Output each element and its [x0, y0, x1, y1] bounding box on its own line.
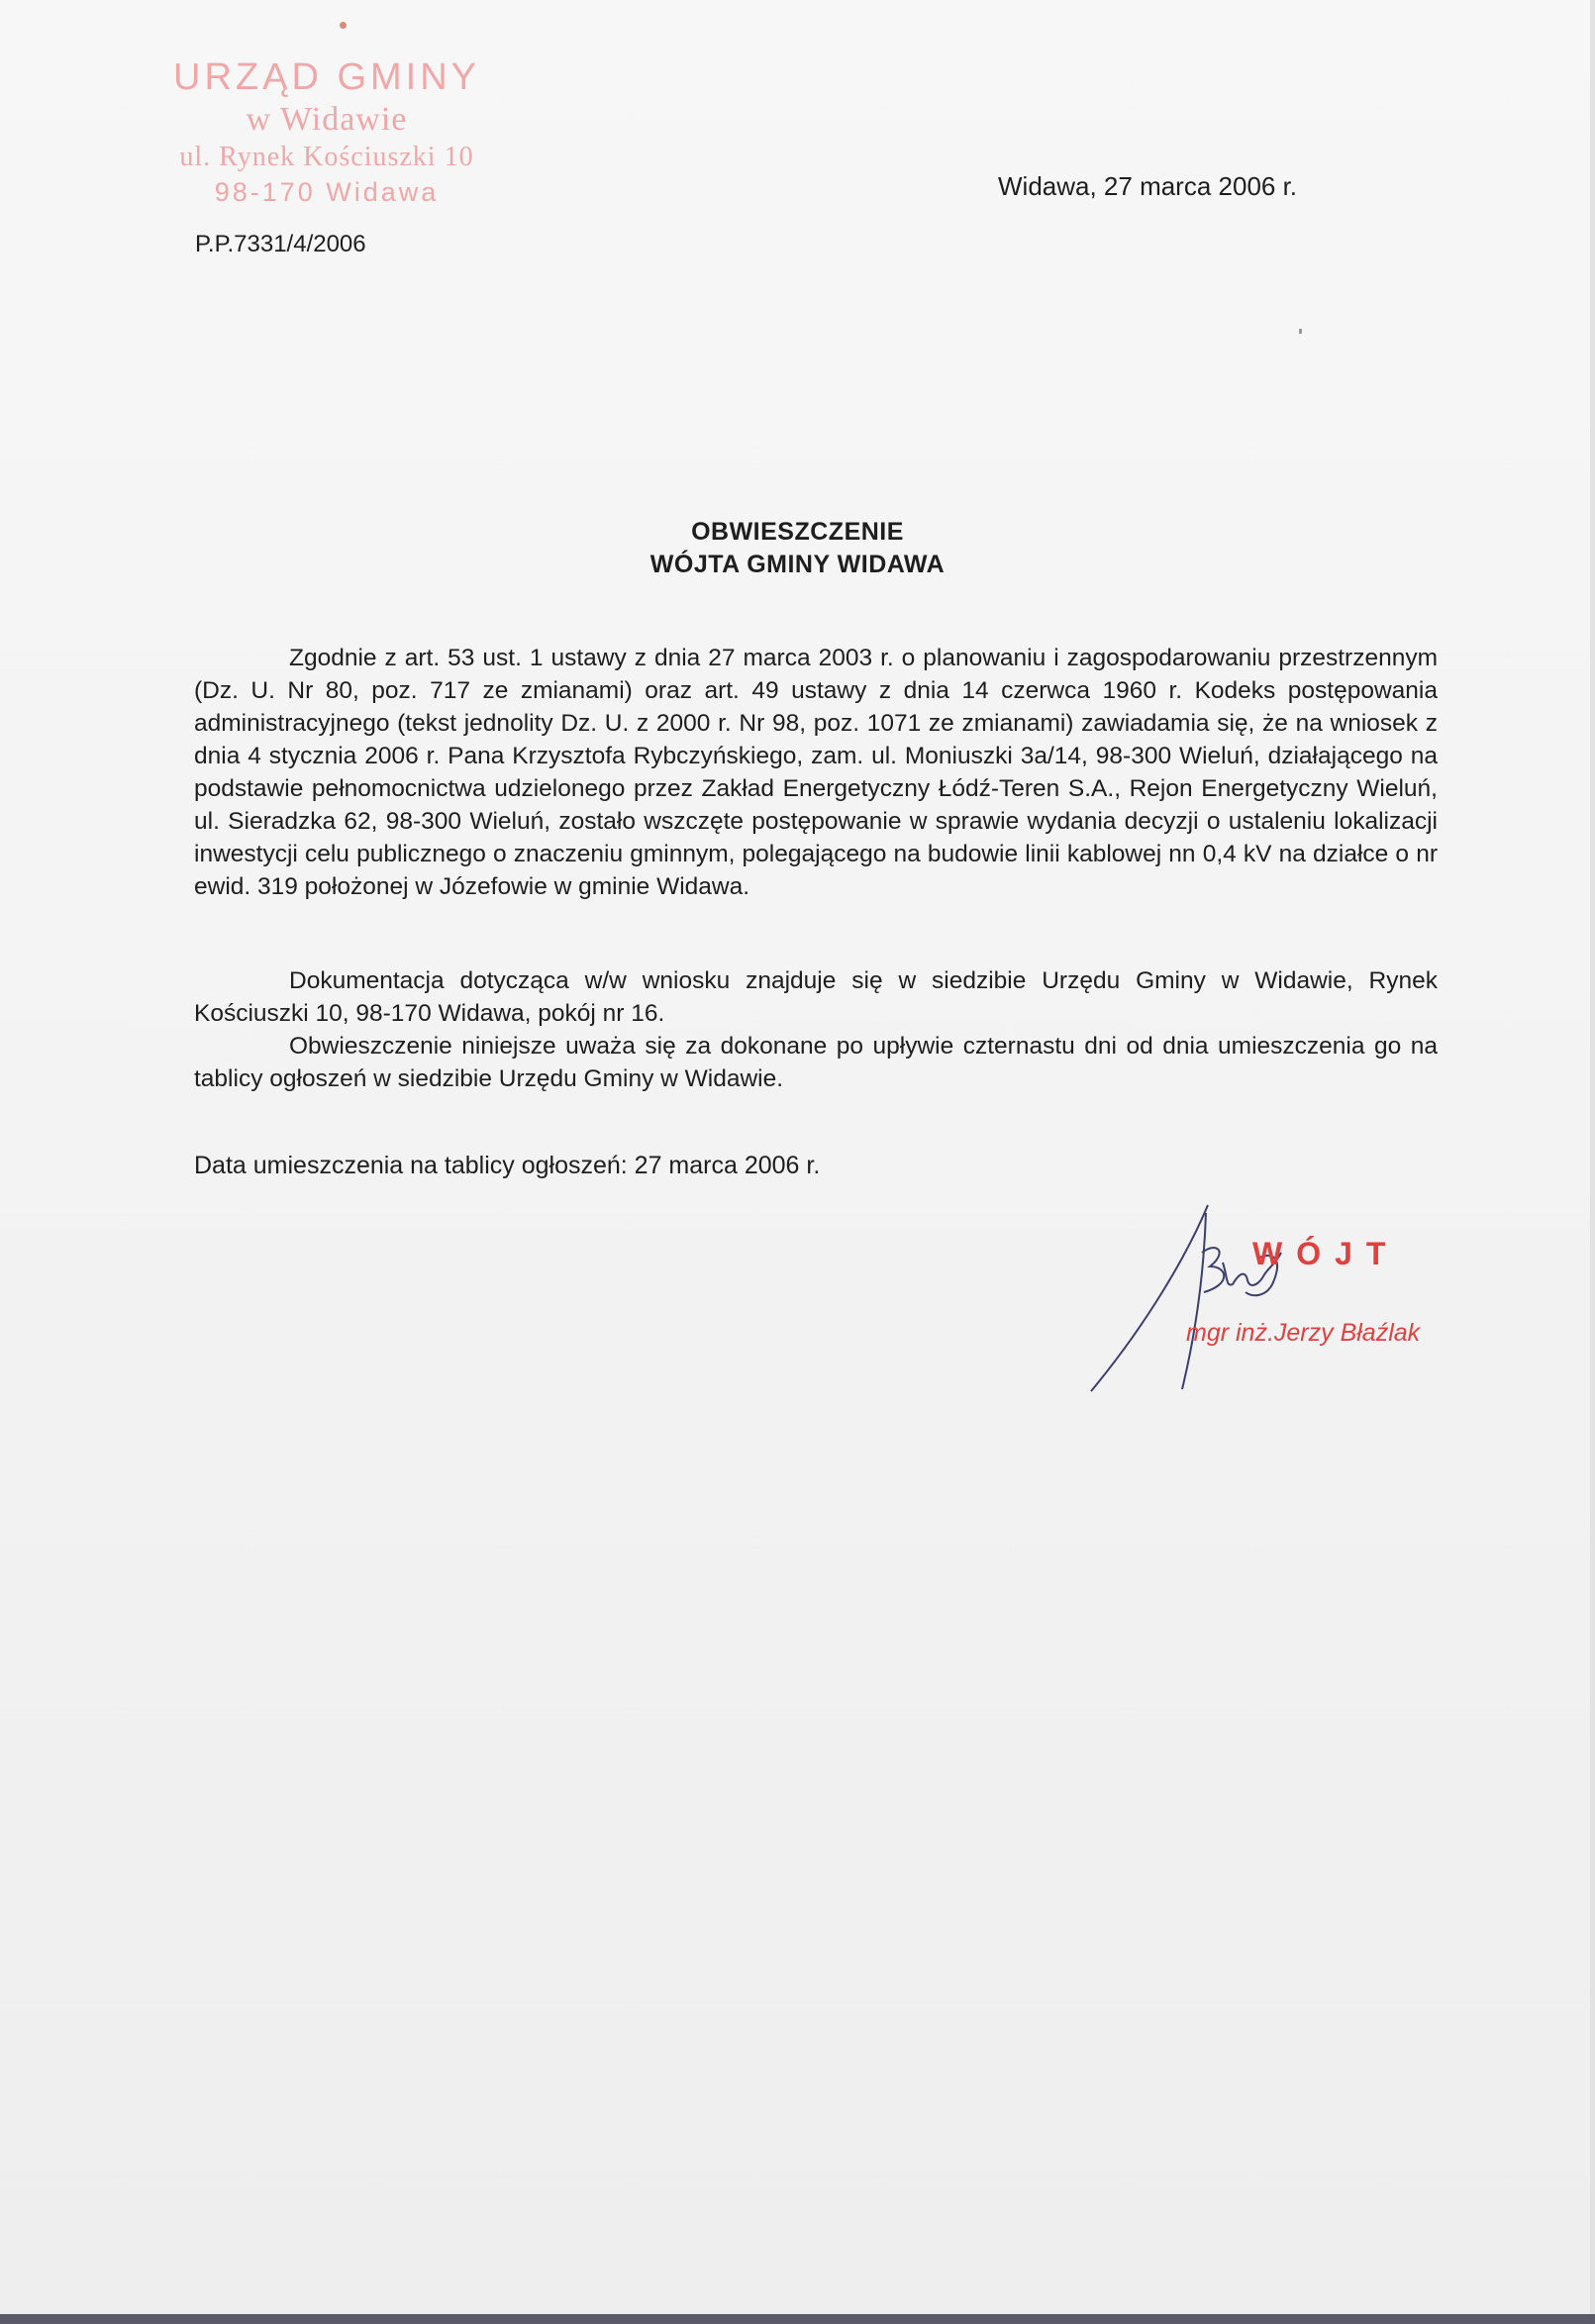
scan-edge-bottom [0, 2314, 1595, 2324]
document-subtitle: WÓJTA GMINY WIDAWA [649, 551, 946, 578]
place-and-date: Widawa, 27 marca 2006 r. [998, 171, 1298, 201]
paragraph-documentation: Dokumentacja dotycząca w/w wniosku znajduje się w siedzibie Urzędu Gminy w Widawie, Rynek Kościuszki 10, 98-170 Widawa, pokój nr 16. [194, 967, 1438, 1027]
scan-edge-right [1590, 0, 1595, 2324]
stamp-line-postcode: 98-170 Widawa [214, 177, 440, 207]
stamp-line-street: ul. Rynek Kościuszki 10 [179, 142, 474, 172]
paragraph-legal-basis: Zgodnie z art. 53 ust. 1 ustawy z dnia 27 marca 2003 r. o planowaniu i zagospodarowaniu przestrzennym (Dz. U. Nr 80, poz. 717 ze zmianami) oraz art. 49 ustawy z dnia 14 czerwca 1960 r. Kodeks postępowania administracyjnego (tekst jednolity Dz. U. z 2000 r. Nr 98, poz. 1071 ze zmianami) zawiadamia się, że na wniosek z dnia 4 stycznia 2006 r. Pana Krzysztofa Rybczyńskiego, zam. ul. Moniuszki 3a/14, 98-300 Wieluń, działającego na podstawie pełnomocnictwa udzielonego przez Zakład Energetyczny Łódź-Teren S.A., Rejon Energetyczny Wieluń, ul. Sieradzka 62, 98-300 Wieluń, zostało wszczęte postępowanie w sprawie wydania decyzji o ustaleniu lokalizacji inwestycji celu publicznego o znaczeniu gminnym, polegającego na budowie linii kablowej nn 0,4 kV na działce o nr ewid. 319 położonej w Józefowie w gminie Widawa. [194, 645, 1438, 900]
stamp-line-town: w Widawie [246, 101, 408, 138]
paper-speck [1299, 329, 1302, 334]
signature-stamp-office: WÓJT [1252, 1236, 1400, 1271]
document-title: OBWIESZCZENIE [691, 518, 904, 546]
reference-number: P.P.7331/4/2006 [195, 231, 366, 257]
main-paragraph [194, 642, 1438, 903]
handwritten-signature [1079, 1193, 1317, 1401]
office-stamp [119, 54, 535, 209]
info-paragraphs [194, 964, 1438, 1095]
stamp-line-office: URZĄD GMINY [173, 56, 480, 98]
ink-dot [340, 22, 347, 29]
signature-stamp-name: mgr inż.Jerzy Błaźlak [1186, 1319, 1421, 1347]
paragraph-effective: Obwieszczenie niniejsze uważa się za dokonane po upływie czternastu dni od dnia umieszczenia go na tablicy ogłoszeń w siedzibie Urzędu Gminy w Widawie. [194, 1033, 1438, 1092]
posting-date: Data umieszczenia na tablicy ogłoszeń: 27 marca 2006 r. [194, 1152, 821, 1179]
